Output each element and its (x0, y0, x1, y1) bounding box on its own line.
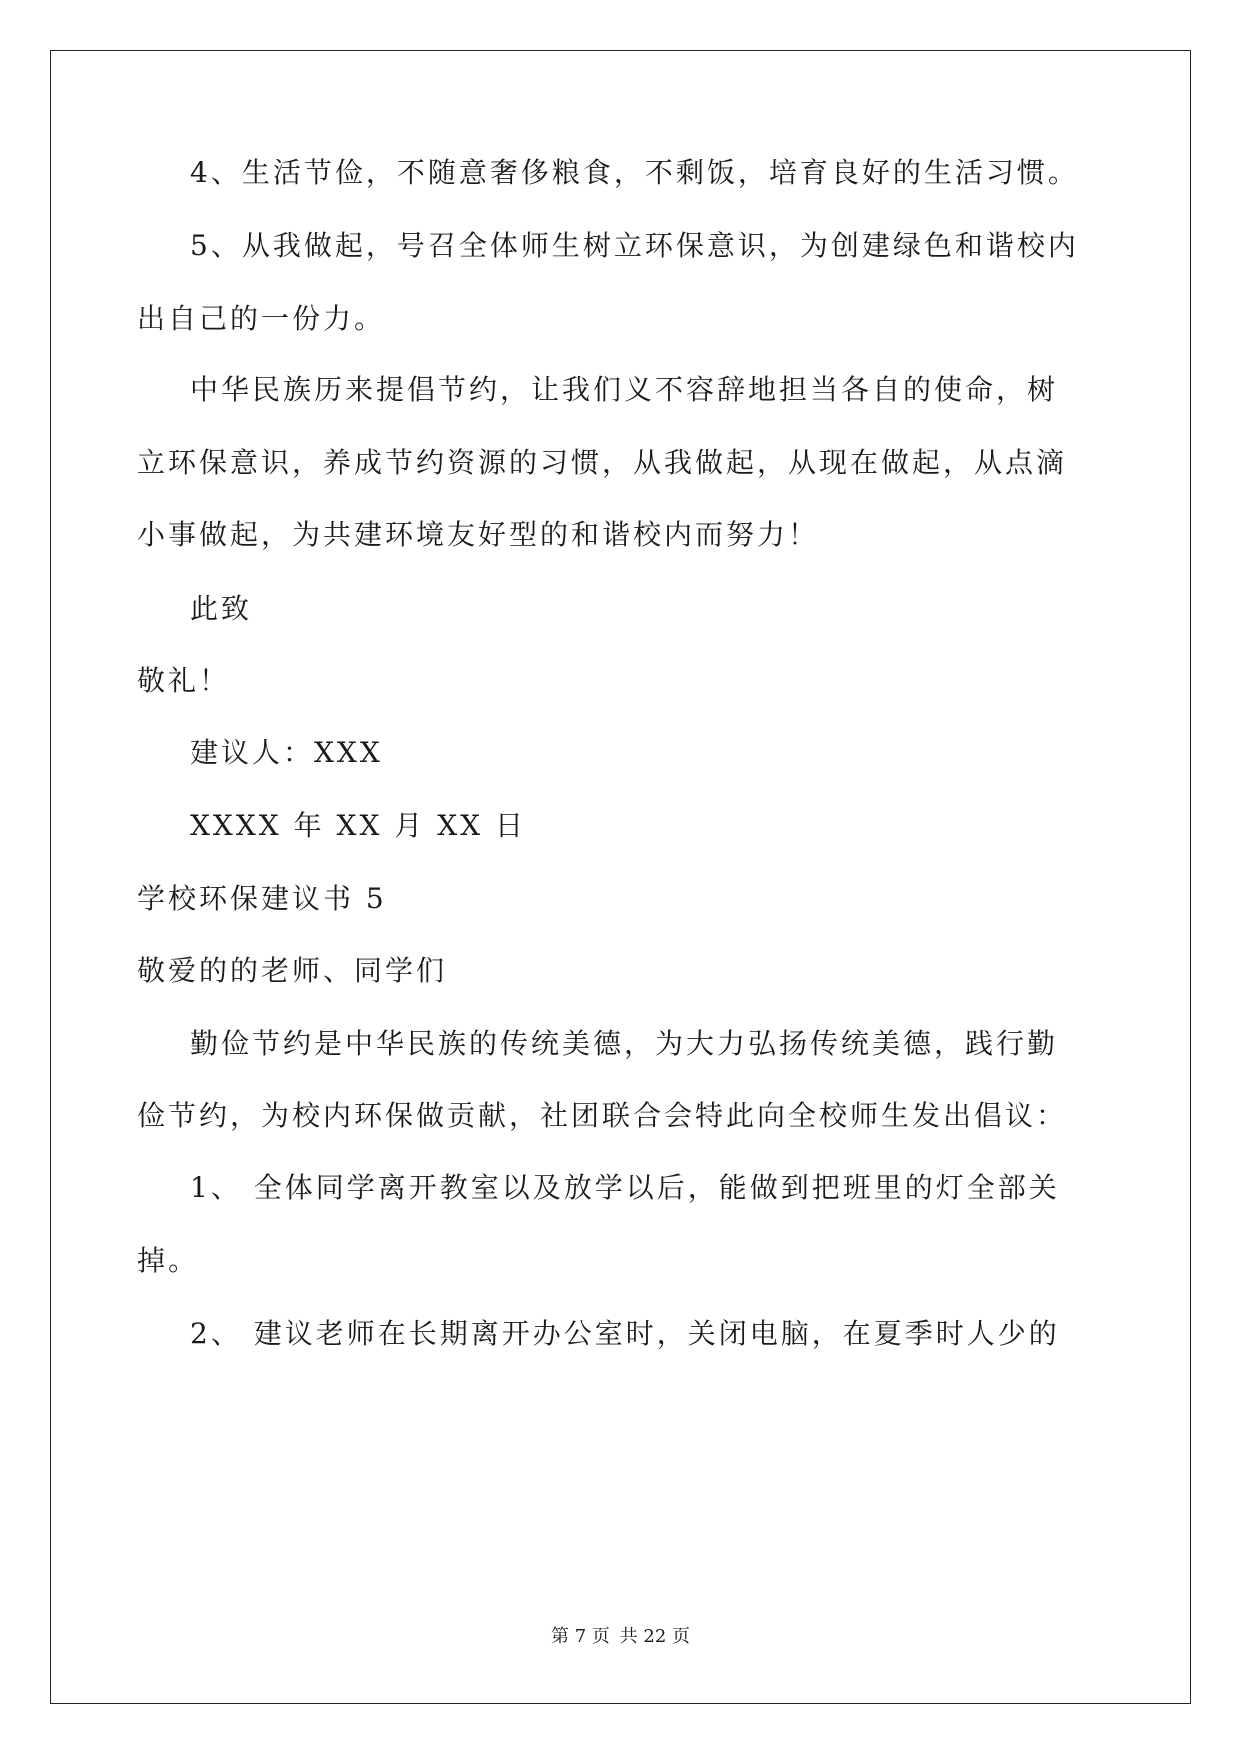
paragraph-line: 立环保意识，养成节约资源的习惯，从我做起，从现在做起，从点滴 (137, 446, 1068, 479)
page-footer (0, 1622, 1241, 1648)
paragraph-line: 5、从我做起，号召全体师生树立环保意识，为创建绿色和谐校内 (190, 229, 1079, 262)
closing-line: 此致 (190, 592, 253, 625)
salutation-line: 敬礼！ (137, 664, 231, 697)
paragraph-line: 小事做起，为共建环境友好型的和谐校内而努力！ (137, 518, 820, 551)
date-line: XXXX 年 XX 月 XX 日 (190, 809, 526, 842)
list-item-line: 2、 建议老师在长期离开办公室时，关闭电脑，在夏季时人少的 (190, 1317, 1060, 1350)
paragraph-line: 勤俭节约是中华民族的传统美德，为大力弘扬传统美德，践行勤 (190, 1027, 1059, 1060)
greeting-line: 敬爱的的老师、同学们 (137, 954, 448, 987)
section-title: 学校环保建议书 5 (137, 882, 387, 915)
paragraph-line: 俭节约，为校内环保做贡献，社团联合会特此向全校师生发出倡议： (137, 1099, 1068, 1132)
page-total: 共 22 页 (619, 1626, 690, 1647)
list-item-line: 1、 全体同学离开教室以及放学以后，能做到把班里的灯全部关 (190, 1171, 1060, 1204)
signature-line: 建议人：XXX (190, 736, 383, 769)
page-border (50, 50, 1191, 1704)
list-item-line: 掉。 (137, 1244, 200, 1277)
page-number: 第 7 页 (551, 1626, 610, 1647)
paragraph-line: 4、生活节俭，不随意奢侈粮食，不剩饭，培育良好的生活习惯。 (190, 156, 1079, 189)
paragraph-line: 出自己的一份力。 (137, 302, 386, 335)
paragraph-line: 中华民族历来提倡节约，让我们义不容辞地担当各自的使命，树 (190, 373, 1059, 406)
